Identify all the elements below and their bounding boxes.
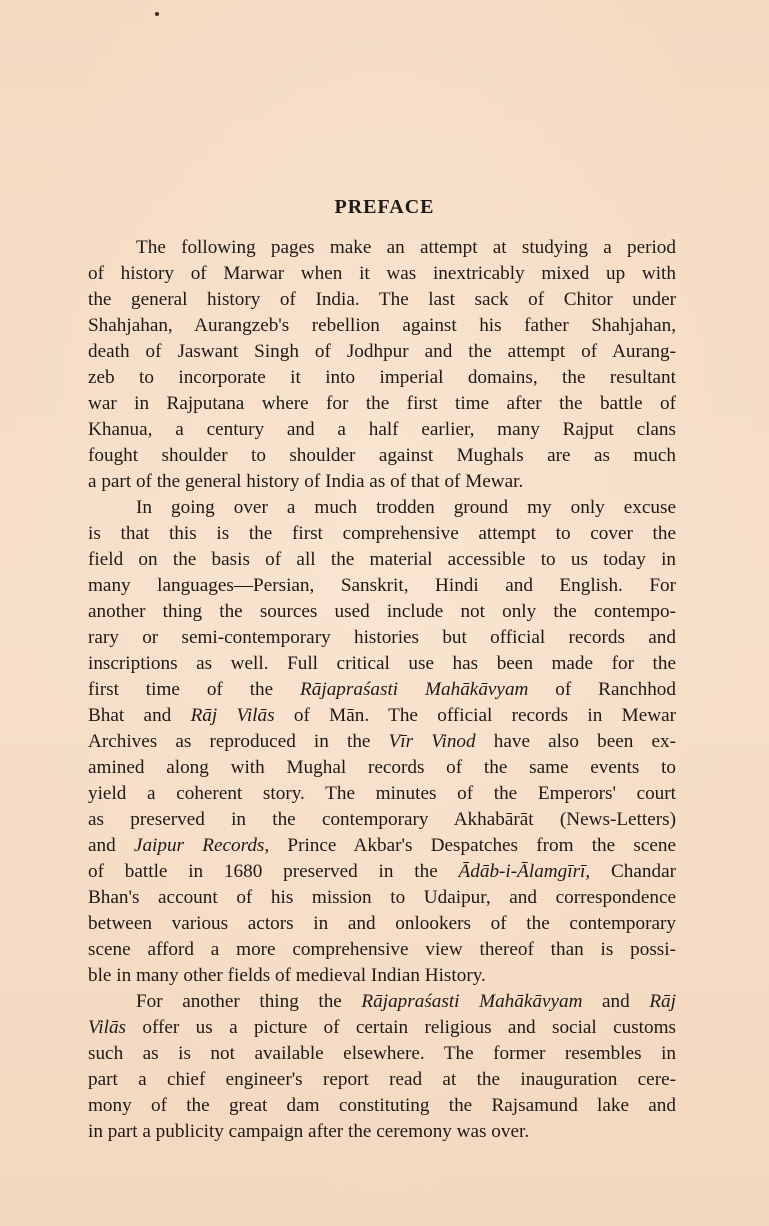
text-line: in part a publicity campaign after the ceremony was over. bbox=[88, 1121, 530, 1142]
text-line: rary or semi-contemporary histories but official records and bbox=[88, 627, 676, 648]
preface-body bbox=[88, 235, 676, 1145]
italic-title: Rāj Vilās bbox=[190, 705, 275, 726]
text-run: Bhat and bbox=[88, 705, 191, 726]
text-line bbox=[88, 989, 676, 1015]
text-line: is that this is the first comprehensive attempt to cover the bbox=[88, 523, 676, 544]
text-line: another thing the sources used include not only the contempo- bbox=[88, 601, 676, 622]
text-run: For another thing the bbox=[136, 991, 362, 1012]
italic-title: Ādāb-i-Ālamgīrī, bbox=[458, 861, 591, 882]
text-line: many languages—Persian, Sanskrit, Hindi and English. For bbox=[88, 575, 676, 596]
text-line bbox=[88, 859, 676, 885]
text-line: fought shoulder to shoulder against Mughals are as much bbox=[88, 445, 676, 466]
italic-title: Rājapraśasti Mahākāvyam bbox=[300, 679, 529, 700]
text-run: Prince Akbar's Despatches from the scene bbox=[269, 835, 676, 856]
text-run: of Ranchhod bbox=[528, 679, 676, 700]
italic-title: Vīr Vinod bbox=[388, 731, 476, 752]
text-run: Archives as reproduced in the bbox=[88, 731, 389, 752]
text-line: death of Jaswant Singh of Jodhpur and the attempt of Aurang- bbox=[88, 341, 676, 362]
page-title: PREFACE bbox=[334, 196, 435, 218]
text-line bbox=[88, 1015, 676, 1041]
ink-speck bbox=[155, 12, 159, 16]
text-line: as preserved in the contemporary Akhabārāt (News-Letters) bbox=[88, 809, 676, 830]
text-line: mony of the great dam constituting the Rajsamund lake and bbox=[88, 1095, 676, 1116]
text-line bbox=[88, 729, 676, 755]
text-run: of battle in 1680 preserved in the bbox=[88, 861, 459, 882]
text-line: Bhan's account of his mission to Udaipur, and correspondence bbox=[88, 887, 676, 908]
text-run: Chandar bbox=[590, 861, 676, 882]
text-line: ble in many other fields of medieval Indian History. bbox=[88, 965, 486, 986]
text-line bbox=[88, 833, 676, 859]
text-run: and bbox=[582, 991, 650, 1012]
text-line: scene afford a more comprehensive view thereof than is possi- bbox=[88, 939, 676, 960]
text-line: Khanua, a century and a half earlier, many Rajput clans bbox=[88, 419, 676, 440]
text-line: In going over a much trodden ground my only excuse bbox=[136, 497, 676, 518]
italic-title: Rāj bbox=[649, 991, 676, 1012]
text-run: offer us a picture of certain religious and social customs bbox=[126, 1017, 676, 1038]
text-line: part a chief engineer's report read at the inauguration cere- bbox=[88, 1069, 676, 1090]
italic-title: Vilās bbox=[88, 1017, 127, 1038]
text-line: yield a coherent story. The minutes of the Emperors' court bbox=[88, 783, 676, 804]
text-line: field on the basis of all the material accessible to us today in bbox=[88, 549, 676, 570]
italic-title: Jaipur Records, bbox=[133, 835, 270, 856]
text-line: a part of the general history of India as of that of Mewar. bbox=[88, 471, 524, 492]
text-line: zeb to incorporate it into imperial domains, the resultant bbox=[88, 367, 676, 388]
text-run: of Mān. The official records in Mewar bbox=[274, 705, 676, 726]
text-line: such as is not available elsewhere. The former resembles in bbox=[88, 1043, 676, 1064]
text-line: the general history of India. The last sack of Chitor under bbox=[88, 289, 676, 310]
text-line: between various actors in and onlookers of the contemporary bbox=[88, 913, 676, 934]
text-line: of history of Marwar when it was inextricably mixed up with bbox=[88, 263, 676, 284]
text-line: The following pages make an attempt at studying a period bbox=[136, 237, 676, 258]
text-line: amined along with Mughal records of the same events to bbox=[88, 757, 676, 778]
text-run: have also been ex- bbox=[475, 731, 676, 752]
text-line bbox=[88, 703, 676, 729]
text-line bbox=[88, 677, 676, 703]
text-run: first time of the bbox=[88, 679, 301, 700]
text-line: inscriptions as well. Full critical use has been made for the bbox=[88, 653, 676, 674]
text-line: Shahjahan, Aurangzeb's rebellion against his father Shahjahan, bbox=[88, 315, 676, 336]
text-run: and bbox=[88, 835, 134, 856]
italic-title: Rājapraśasti Mahākāvyam bbox=[361, 991, 583, 1012]
text-line: war in Rajputana where for the first time after the battle of bbox=[88, 393, 676, 414]
